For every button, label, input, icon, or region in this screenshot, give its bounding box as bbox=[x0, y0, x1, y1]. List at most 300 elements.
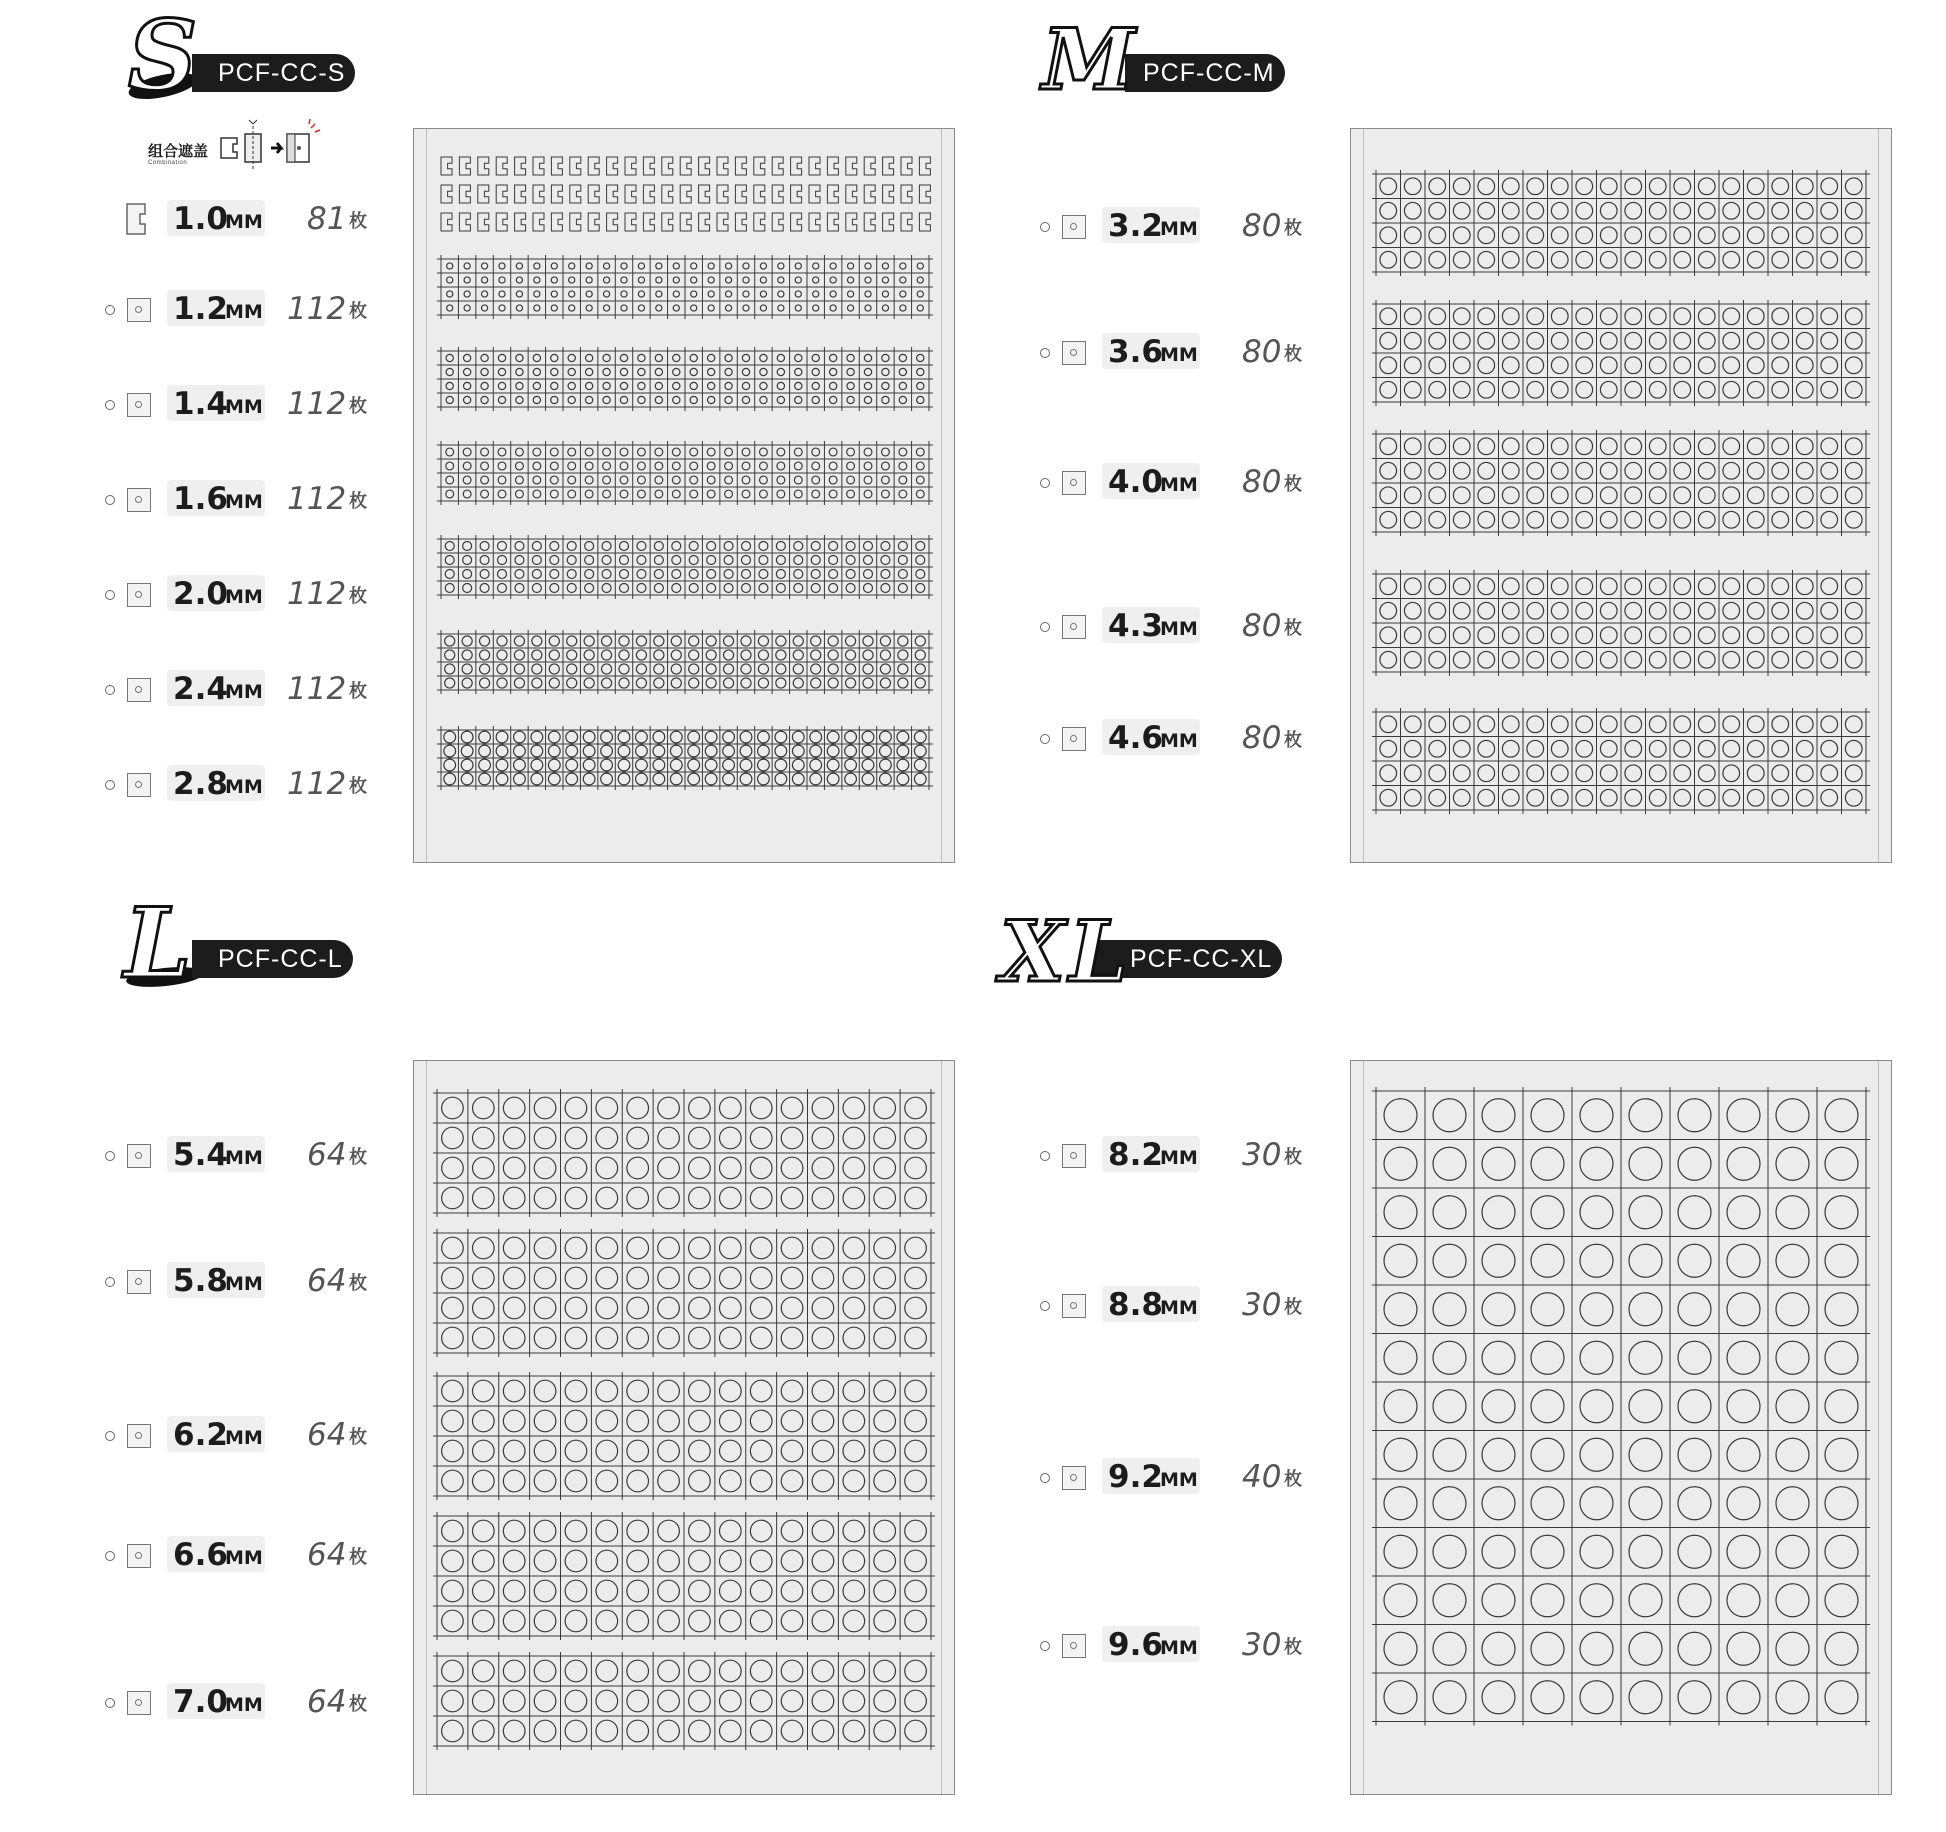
punch-circle bbox=[534, 1237, 556, 1259]
punch-circle bbox=[1551, 765, 1568, 782]
c-shape-mask bbox=[588, 157, 599, 175]
count-value: 112 bbox=[287, 576, 347, 612]
punch-circle bbox=[658, 1610, 680, 1632]
punch-circle bbox=[1674, 462, 1691, 479]
punch-circle bbox=[549, 678, 559, 688]
punch-circle bbox=[1404, 227, 1421, 244]
punch-circle bbox=[1649, 487, 1666, 504]
punch-circle bbox=[1796, 740, 1813, 757]
punch-circle bbox=[1678, 1438, 1711, 1471]
punch-circle bbox=[499, 305, 505, 311]
punch-circle bbox=[627, 1127, 649, 1149]
c-shape-mask bbox=[754, 185, 765, 203]
punch-circle bbox=[793, 678, 803, 688]
punch-circle bbox=[603, 490, 611, 498]
punch-circle bbox=[567, 584, 576, 593]
punch-circle bbox=[1625, 487, 1642, 504]
punch-circle bbox=[781, 1297, 803, 1319]
punch-circle bbox=[776, 584, 785, 593]
square-dot-icon bbox=[127, 393, 151, 417]
punch-circle bbox=[1674, 381, 1691, 398]
punch-circle bbox=[1727, 1099, 1760, 1132]
punch-circle bbox=[758, 773, 770, 785]
punch-circle bbox=[1380, 716, 1397, 733]
punch-circle bbox=[917, 277, 923, 283]
punch-circle bbox=[750, 1470, 772, 1492]
count-value: 80 bbox=[1242, 334, 1282, 370]
punch-circle bbox=[689, 678, 699, 688]
punch-circle bbox=[636, 664, 646, 674]
punch-circle bbox=[464, 305, 470, 311]
count-value: 64 bbox=[307, 1537, 347, 1573]
size-unit: MM bbox=[1160, 1147, 1198, 1169]
punch-circle bbox=[1674, 789, 1691, 806]
punch-circle bbox=[1478, 487, 1495, 504]
punch-circle bbox=[653, 745, 665, 757]
punch-circle bbox=[636, 636, 646, 646]
punch-circle bbox=[1433, 1681, 1466, 1714]
punch-circle bbox=[619, 650, 629, 660]
punch-circle bbox=[1478, 765, 1495, 782]
punch-circle bbox=[1727, 1438, 1760, 1471]
punch-circle bbox=[551, 305, 557, 311]
punch-circle bbox=[882, 354, 889, 361]
punch-circle bbox=[899, 448, 907, 456]
punch-circle bbox=[1478, 438, 1495, 455]
punch-circle bbox=[812, 382, 819, 389]
punch-circle bbox=[1674, 765, 1691, 782]
punch-circle bbox=[689, 1550, 711, 1572]
c-shape-mask bbox=[883, 213, 894, 231]
punch-circle bbox=[723, 731, 735, 743]
punch-circle bbox=[706, 650, 716, 660]
size-value: 1.6 bbox=[173, 481, 228, 517]
c-shape-mask bbox=[533, 157, 544, 175]
punch-circle bbox=[829, 570, 838, 579]
punch-circle bbox=[776, 650, 786, 660]
punch-circle bbox=[690, 490, 698, 498]
punch-circle bbox=[843, 1470, 865, 1492]
punch-circle bbox=[830, 263, 836, 269]
punch-circle bbox=[812, 1410, 834, 1432]
punch-circle bbox=[1600, 765, 1617, 782]
punch-circle bbox=[1723, 487, 1740, 504]
punch-circle bbox=[689, 1520, 711, 1542]
c-shape-mask bbox=[643, 213, 654, 231]
count-value: 112 bbox=[287, 671, 347, 707]
punch-circle bbox=[720, 1690, 742, 1712]
punch-circle bbox=[758, 759, 770, 771]
square-dot-icon bbox=[1062, 615, 1086, 639]
punch-circle bbox=[1478, 227, 1495, 244]
punch-circle bbox=[627, 1187, 649, 1209]
size-value: 3.6 bbox=[1108, 334, 1163, 370]
punch-circle bbox=[596, 1297, 618, 1319]
punch-circle bbox=[689, 1380, 711, 1402]
punch-circle bbox=[882, 368, 889, 375]
punch-circle bbox=[777, 396, 784, 403]
punch-circle bbox=[725, 490, 733, 498]
punch-circle bbox=[1649, 308, 1666, 325]
count-unit: 枚 bbox=[349, 586, 367, 607]
count-value: 64 bbox=[307, 1263, 347, 1299]
punch-circle bbox=[1404, 462, 1421, 479]
bullet-dot-icon bbox=[105, 305, 115, 315]
punch-circle bbox=[444, 759, 456, 771]
punch-circle bbox=[596, 1410, 618, 1432]
punch-circle bbox=[1429, 602, 1446, 619]
punch-circle bbox=[1478, 381, 1495, 398]
punch-circle bbox=[1531, 1390, 1564, 1423]
punch-circle bbox=[1502, 357, 1519, 374]
punch-circle bbox=[565, 1550, 587, 1572]
punch-circle bbox=[596, 1720, 618, 1742]
punch-circle bbox=[1576, 789, 1593, 806]
c-shape-mask bbox=[625, 213, 636, 231]
punch-circle bbox=[569, 263, 575, 269]
punch-circle bbox=[515, 556, 524, 565]
punch-circle bbox=[1625, 602, 1642, 619]
punch-circle bbox=[707, 556, 716, 565]
punch-circle bbox=[915, 678, 925, 688]
punch-circle bbox=[917, 368, 924, 375]
size-unit: MM bbox=[225, 301, 263, 323]
punch-circle bbox=[636, 773, 648, 785]
size-unit: MM bbox=[1160, 1637, 1198, 1659]
punch-circle bbox=[689, 636, 699, 646]
punch-circle bbox=[1576, 251, 1593, 268]
punch-circle bbox=[843, 1097, 865, 1119]
punch-circle bbox=[620, 476, 628, 484]
punch-circle bbox=[1747, 438, 1764, 455]
punch-circle bbox=[1502, 381, 1519, 398]
punch-circle bbox=[473, 1470, 495, 1492]
punch-circle bbox=[777, 476, 785, 484]
punch-circle bbox=[843, 1237, 865, 1259]
punch-circle bbox=[499, 277, 505, 283]
punch-circle bbox=[794, 556, 803, 565]
punch-circle bbox=[706, 636, 716, 646]
punch-circle bbox=[847, 476, 855, 484]
punch-circle bbox=[1404, 789, 1421, 806]
punch-circle bbox=[445, 650, 455, 660]
punch-circle bbox=[874, 1380, 896, 1402]
punch-circle bbox=[1404, 511, 1421, 528]
punch-circle bbox=[550, 556, 559, 565]
punch-circle bbox=[1727, 1632, 1760, 1665]
punch-circle bbox=[705, 773, 717, 785]
c-shape-mask bbox=[791, 213, 802, 231]
punch-circle bbox=[781, 1267, 803, 1289]
punch-circle bbox=[794, 462, 802, 470]
punch-circle bbox=[794, 448, 802, 456]
punch-circle bbox=[881, 584, 890, 593]
punch-circle bbox=[905, 1267, 927, 1289]
punch-circle bbox=[874, 1297, 896, 1319]
punch-circle bbox=[583, 731, 595, 743]
punch-circle bbox=[658, 1520, 680, 1542]
punch-circle bbox=[880, 759, 892, 771]
punch-circle bbox=[479, 773, 491, 785]
size-unit: MM bbox=[225, 681, 263, 703]
punch-circle bbox=[690, 396, 697, 403]
punch-circle bbox=[760, 462, 768, 470]
punch-circle bbox=[847, 462, 855, 470]
punch-circle bbox=[1796, 251, 1813, 268]
punch-circle bbox=[1527, 308, 1544, 325]
punch-circle bbox=[1502, 511, 1519, 528]
punch-circle bbox=[658, 1410, 680, 1432]
c-shape-mask bbox=[459, 185, 470, 203]
punch-circle bbox=[1404, 357, 1421, 374]
punch-circle bbox=[638, 263, 644, 269]
punch-circle bbox=[1674, 178, 1691, 195]
punch-circle bbox=[811, 678, 821, 688]
punch-circle bbox=[550, 570, 559, 579]
size-option-row bbox=[1040, 333, 1320, 373]
c-shape-mask bbox=[717, 213, 728, 231]
punch-circle bbox=[473, 1550, 495, 1572]
punch-circle bbox=[1796, 308, 1813, 325]
punch-circle bbox=[463, 556, 472, 565]
size-value: 1.4 bbox=[173, 386, 228, 422]
punch-circle bbox=[1600, 308, 1617, 325]
punch-circle bbox=[742, 584, 751, 593]
count-value: 30 bbox=[1242, 1627, 1282, 1663]
punch-circle bbox=[899, 354, 906, 361]
punch-circle bbox=[829, 476, 837, 484]
punch-circle bbox=[442, 1410, 464, 1432]
c-shape-mask bbox=[699, 185, 710, 203]
punch-circle bbox=[689, 556, 698, 565]
c-shape-mask bbox=[883, 157, 894, 175]
c-shape-mask bbox=[809, 185, 820, 203]
punch-circle bbox=[916, 448, 924, 456]
punch-circle bbox=[627, 1690, 649, 1712]
square-dot-icon bbox=[1062, 1466, 1086, 1490]
punch-circle bbox=[1723, 381, 1740, 398]
c-shape-mask bbox=[772, 185, 783, 203]
punch-circle bbox=[1698, 202, 1715, 219]
punch-circle bbox=[549, 636, 559, 646]
punch-circle bbox=[596, 1580, 618, 1602]
punch-circle bbox=[565, 1097, 587, 1119]
punch-circle bbox=[1502, 178, 1519, 195]
punch-circle bbox=[1580, 1438, 1613, 1471]
punch-circle bbox=[864, 476, 872, 484]
punch-circle bbox=[846, 678, 856, 688]
punch-circle bbox=[1527, 765, 1544, 782]
punch-circle bbox=[620, 570, 629, 579]
punch-circle bbox=[1845, 487, 1862, 504]
punch-circle bbox=[899, 396, 906, 403]
square-dot-icon bbox=[127, 678, 151, 702]
punch-circle bbox=[1723, 627, 1740, 644]
punch-circle bbox=[1649, 602, 1666, 619]
punch-circle bbox=[514, 678, 524, 688]
punch-circle bbox=[760, 291, 766, 297]
punch-circle bbox=[1527, 789, 1544, 806]
punch-circle bbox=[1433, 1293, 1466, 1326]
punch-circle bbox=[864, 462, 872, 470]
punch-circle bbox=[534, 1157, 556, 1179]
punch-circle bbox=[603, 354, 610, 361]
c-shape-mask bbox=[846, 213, 857, 231]
punch-circle bbox=[1772, 602, 1789, 619]
c-shape-mask bbox=[515, 185, 526, 203]
punch-circle bbox=[655, 490, 663, 498]
punch-circle bbox=[1625, 251, 1642, 268]
punch-circle bbox=[905, 1187, 927, 1209]
punch-circle bbox=[567, 556, 576, 565]
punch-circle bbox=[516, 277, 522, 283]
punch-circle bbox=[503, 1157, 525, 1179]
punch-circle bbox=[596, 1660, 618, 1682]
punch-circle bbox=[1674, 487, 1691, 504]
punch-circle bbox=[742, 368, 749, 375]
count-value: 112 bbox=[287, 291, 347, 327]
punch-circle bbox=[658, 1440, 680, 1462]
punch-circle bbox=[596, 1440, 618, 1462]
punch-circle bbox=[690, 476, 698, 484]
punch-circle bbox=[568, 476, 576, 484]
punch-circle bbox=[1576, 308, 1593, 325]
punch-circle bbox=[514, 759, 526, 771]
punch-circle bbox=[568, 490, 576, 498]
punch-circle bbox=[688, 731, 700, 743]
punch-circle bbox=[596, 1690, 618, 1712]
punch-circle bbox=[843, 1127, 865, 1149]
square-dot-icon bbox=[127, 298, 151, 322]
punch-circle bbox=[1698, 651, 1715, 668]
punch-circle bbox=[795, 291, 801, 297]
size-unit: MM bbox=[225, 396, 263, 418]
punch-circle bbox=[1433, 1584, 1466, 1617]
punch-circle bbox=[862, 759, 874, 771]
punch-circle bbox=[720, 1410, 742, 1432]
punch-circle bbox=[1796, 602, 1813, 619]
punch-circle bbox=[847, 305, 853, 311]
punch-circle bbox=[1776, 1196, 1809, 1229]
c-shape-mask bbox=[735, 185, 746, 203]
punch-circle bbox=[1551, 357, 1568, 374]
punch-circle bbox=[1380, 511, 1397, 528]
punch-circle bbox=[1649, 251, 1666, 268]
punch-circle bbox=[603, 277, 609, 283]
punch-circle bbox=[446, 490, 454, 498]
punch-circle bbox=[672, 556, 681, 565]
punch-circle bbox=[654, 584, 663, 593]
punch-circle bbox=[473, 1380, 495, 1402]
punch-circle bbox=[1551, 462, 1568, 479]
punch-circle bbox=[1453, 462, 1470, 479]
punch-circle bbox=[1845, 627, 1862, 644]
punch-circle bbox=[1576, 438, 1593, 455]
punch-circle bbox=[568, 354, 575, 361]
punch-circle bbox=[1772, 178, 1789, 195]
punch-circle bbox=[1845, 381, 1862, 398]
punch-circle bbox=[794, 476, 802, 484]
punch-circle bbox=[1453, 202, 1470, 219]
c-shape-mask bbox=[772, 213, 783, 231]
punch-circle bbox=[813, 291, 819, 297]
punch-circle bbox=[880, 678, 890, 688]
punch-circle bbox=[862, 745, 874, 757]
punch-circle bbox=[707, 476, 715, 484]
c-shape-mask bbox=[643, 185, 654, 203]
punch-circle bbox=[1649, 765, 1666, 782]
punch-circle bbox=[777, 382, 784, 389]
punch-circle bbox=[865, 291, 871, 297]
punch-circle bbox=[1629, 1584, 1662, 1617]
punch-circle bbox=[464, 354, 471, 361]
punch-circle bbox=[567, 636, 577, 646]
punch-circle bbox=[688, 773, 700, 785]
punch-circle bbox=[812, 1297, 834, 1319]
punch-circle bbox=[845, 773, 857, 785]
punch-circle bbox=[515, 584, 524, 593]
punch-circle bbox=[1531, 1244, 1564, 1277]
punch-circle bbox=[1433, 1438, 1466, 1471]
punch-circle bbox=[874, 1410, 896, 1432]
punch-circle bbox=[1429, 651, 1446, 668]
punch-circle bbox=[1747, 381, 1764, 398]
punch-circle bbox=[658, 1380, 680, 1402]
punch-circle bbox=[503, 1327, 525, 1349]
c-shape-mask bbox=[607, 185, 618, 203]
punch-circle bbox=[1772, 308, 1789, 325]
punch-circle bbox=[880, 745, 892, 757]
punch-circle bbox=[1727, 1487, 1760, 1520]
punch-circle bbox=[1384, 1632, 1417, 1665]
punch-circle bbox=[863, 636, 873, 646]
punch-circle bbox=[565, 1297, 587, 1319]
punch-circle bbox=[742, 448, 750, 456]
punch-circle bbox=[620, 542, 629, 551]
punch-circle bbox=[1625, 627, 1642, 644]
punch-circle bbox=[706, 664, 716, 674]
punch-circle bbox=[658, 1550, 680, 1572]
punch-circle bbox=[551, 291, 557, 297]
punch-circle bbox=[1429, 381, 1446, 398]
sheet-s-grid bbox=[414, 129, 954, 862]
punch-circle bbox=[627, 1327, 649, 1349]
punch-circle bbox=[548, 773, 560, 785]
punch-circle bbox=[638, 396, 645, 403]
count-unit: 枚 bbox=[1284, 618, 1302, 639]
punch-circle bbox=[447, 291, 453, 297]
punch-circle bbox=[793, 664, 803, 674]
punch-circle bbox=[1678, 1196, 1711, 1229]
punch-circle bbox=[1502, 789, 1519, 806]
punch-circle bbox=[603, 476, 611, 484]
punch-circle bbox=[1625, 462, 1642, 479]
punch-circle bbox=[777, 448, 785, 456]
punch-circle bbox=[447, 277, 453, 283]
punch-circle bbox=[750, 1550, 772, 1572]
punch-circle bbox=[843, 1580, 865, 1602]
punch-circle bbox=[725, 354, 732, 361]
size-option-row bbox=[1040, 207, 1320, 247]
punch-circle bbox=[1527, 716, 1544, 733]
punch-circle bbox=[843, 1440, 865, 1462]
punch-circle bbox=[620, 382, 627, 389]
punch-circle bbox=[585, 462, 593, 470]
punch-circle bbox=[655, 354, 662, 361]
punch-circle bbox=[1845, 602, 1862, 619]
punch-circle bbox=[1531, 1341, 1564, 1374]
punch-circle bbox=[795, 368, 802, 375]
